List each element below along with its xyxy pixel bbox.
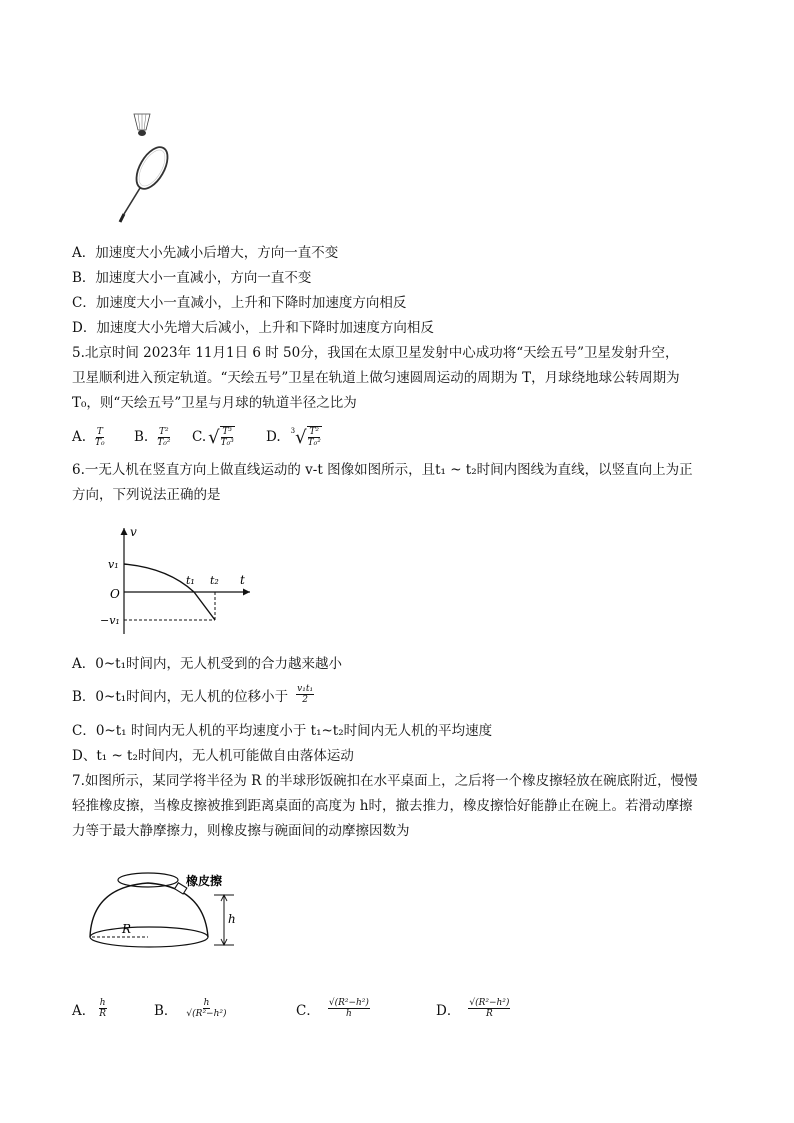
v1-label: v₁ [108, 558, 119, 571]
t1-label: t₁ [186, 574, 195, 587]
radius-label: R [122, 922, 132, 936]
vt-curve [124, 564, 194, 592]
q4-option-c[interactable]: C．加速度大小一直减小，上升和下降时加速度方向相反 [72, 295, 407, 311]
q5-stem-line1: 5.北京时间 2023年 11月1日 6 时 50分，我国在太原卫星发射中心成功将“天绘五号”卫星发射升空， [72, 345, 679, 361]
q7-options [72, 998, 513, 1019]
badminton-racket-figure [100, 110, 180, 225]
vt-line-segment [194, 592, 215, 620]
q7-option-c-fraction: $\frac{\text{√(R²−h²)}}{h}$ [328, 998, 369, 1019]
v-axis-label: v [130, 525, 137, 539]
shuttlecock-icon [134, 114, 150, 136]
q5-options [72, 426, 325, 448]
q6-stem-line2: 方向，下列说法正确的是 [72, 487, 221, 503]
q7-bowl-figure [84, 865, 254, 965]
bowl-dome [90, 883, 208, 937]
q4-option-a[interactable]: A．加速度大小先减小后增大，方向一直不变 [72, 245, 339, 261]
origin-label: O [110, 587, 120, 601]
q7-option-c[interactable]: C． $\frac{\text{√(R²−h²)}}{h}$ [296, 998, 369, 1019]
q7-stem-line1: 7.如图所示，某同学将半径为 R 的半球形饭碗扣在水平桌面上，之后将一个橡皮擦轻放在碗底附近，慢慢 [72, 773, 698, 789]
q6-stem-line1: 6.一无人机在竖直方向上做直线运动的 v-t 图像如图所示，且t₁ ~ t₂时间内图线为直线，以竖直向上为正 [72, 462, 693, 478]
q4-option-d[interactable]: D．加速度大小先增大后减小，上升和下降时加速度方向相反 [72, 320, 434, 336]
racket-handle [120, 214, 124, 222]
eraser-label: 橡皮擦 [186, 874, 223, 888]
sqrt-sign-icon: √ [208, 426, 220, 448]
t-axis-label: t [240, 573, 245, 587]
racket-shaft [124, 188, 140, 214]
t2-label: t₂ [210, 574, 219, 587]
q5-option-d-fraction: $\frac{\text{T²}}{\text{T₀²}}$ [307, 427, 321, 448]
q5-option-c[interactable]: C. √ $\frac{\text{T³}}{\text{T₀³}}$ [192, 426, 234, 448]
q7-stem-line2: 轻推橡皮擦，当橡皮擦被推到距离桌面的高度为 h时，撤去推力，橡皮擦恰好能静止在碗上。若滑动摩擦 [72, 798, 693, 814]
q7-option-a-fraction: $\frac{h}{R}$ [99, 998, 107, 1019]
q6-option-b[interactable]: B．0~t₁时间内，无人机的位移小于 $\frac{\text{v₁t₁}}{2}$ [72, 684, 314, 705]
q6-option-b-fraction: $\frac{\text{v₁t₁}}{2}$ [297, 684, 314, 705]
q5-option-a-fraction: $\frac{T}{\text{T₀}}$ [95, 426, 105, 448]
q6-option-a[interactable]: A．0~t₁时间内，无人机受到的合力越来越小 [72, 656, 342, 672]
q5-option-b[interactable]: B. $\frac{\text{T²}}{\text{T₀²}}$ [134, 426, 171, 448]
bowl-foot-ring [118, 873, 178, 887]
neg-v1-label: −v₁ [100, 614, 120, 627]
q6-vt-graph [72, 522, 272, 642]
racket-head [130, 142, 174, 194]
q5-option-c-fraction: $\frac{\text{T³}}{\text{T₀³}}$ [220, 427, 234, 448]
height-label: h [228, 912, 236, 926]
q7-option-d[interactable]: D． $\frac{\text{√(R²−h²)}}{R}$ [436, 998, 510, 1019]
q5-option-a[interactable]: A. $\frac{T}{\text{T₀}}$ [72, 426, 105, 448]
q7-option-d-fraction: $\frac{\text{√(R²−h²)}}{R}$ [469, 998, 510, 1019]
q6-option-d[interactable]: D、t₁ ~ t₂时间内，无人机可能做自由落体运动 [72, 748, 354, 764]
q4-option-b[interactable]: B．加速度大小一直减小，方向一直不变 [72, 270, 312, 286]
q5-stem-line2: 卫星顺利进入预定轨道。“天绘五号”卫星在轨道上做匀速圆周运动的周期为 T，月球绕地球公转周期为 [72, 370, 680, 386]
q5-option-b-fraction: $\frac{\text{T²}}{\text{T₀²}}$ [157, 426, 171, 448]
q7-option-b-fraction: $\frac{h}{\text{√(R²−h²)}}$ [186, 998, 227, 1019]
q6-option-c[interactable]: C．0~t₁ 时间内无人机的平均速度小于 t₁~t₂时间内无人机的平均速度 [72, 723, 493, 739]
q7-stem-line3: 力等于最大静摩擦力，则橡皮擦与碗面间的动摩擦因数为 [72, 823, 410, 839]
q5-stem-line3: T₀，则“天绘五号”卫星与月球的轨道半径之比为 [72, 395, 357, 411]
q5-option-d[interactable]: D. $^3$ √ $\frac{\text{T²}}{\text{T₀²}}$ [266, 426, 321, 448]
sqrt-sign-icon: √ [295, 426, 307, 448]
q7-option-a[interactable]: A． $\frac{h}{R}$ [72, 998, 107, 1019]
q7-option-b[interactable]: B． $\frac{h}{\text{√(R²−h²)}}$ [154, 998, 227, 1019]
eraser-block [175, 883, 187, 894]
